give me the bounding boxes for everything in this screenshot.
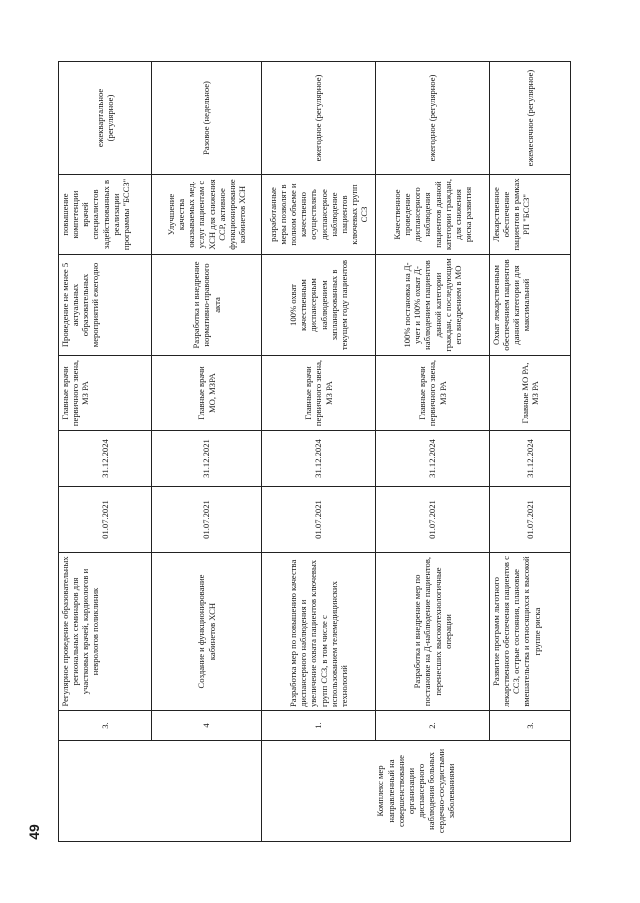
event-description: Разработка мер по повышению качества диспансерного наблюдения и увеличение охвата пациентов ключевых групп ССЗ, в том числе с использованием телемедицинских технологий xyxy=(262,553,376,711)
frequency: Разовое (недельное) xyxy=(152,62,262,175)
row-number: 4 xyxy=(152,711,262,741)
responsible: Главные врачи первичного звена, МЗ РА xyxy=(59,356,152,431)
action-plan-table xyxy=(58,61,571,842)
responsible: Главные врачи первичного звена, МЗ РА xyxy=(262,356,376,431)
end-date: 31.12.2024 xyxy=(59,431,152,487)
end-date: 31.12.2024 xyxy=(376,431,490,487)
target-indicator: Качественное проведение диспансерного наблюдения пациентов данной категории граждан, для снижения риска развития xyxy=(376,175,490,255)
end-date: 31.12.2024 xyxy=(490,431,571,487)
start-date: 01.07.2021 xyxy=(376,487,490,553)
target-indicator: Лекарственное обеспечение пациентов в рамках РП "БССЗ" xyxy=(490,175,571,255)
table-row xyxy=(262,62,376,842)
expected-result: 100% постановка на Д-учет и 100% охват Д-наблюдением пациентов данной категории граждан, с последующим его внедрением в МО xyxy=(376,255,490,356)
frequency: ежеквартальное (регулярное) xyxy=(59,62,152,175)
page-number-box xyxy=(22,820,46,844)
row-number: 3. xyxy=(490,711,571,741)
frequency: ежегодное (регулярное) xyxy=(376,62,490,175)
expected-result: Охват лекарственным обеспечением пациентов данной категории для максимальной xyxy=(490,255,571,356)
frequency: ежегодное (регулярное) xyxy=(262,62,376,175)
event-description: Развитие программ льготного лекарственного обеспечения пациентов с ССЗ, острые состояния, плановые вмешательства и относящихся к высокой группе риска xyxy=(490,553,571,711)
rotated-table-wrapper xyxy=(58,62,570,842)
target-indicator: Улучшение качества оказываемых мед. услуг пациентам с ХСН для снижения ССР, активное функционирование кабинетов ХСН xyxy=(152,175,262,255)
page-number: 49 xyxy=(26,824,42,840)
start-date: 01.07.2021 xyxy=(490,487,571,553)
row-number: 1. xyxy=(262,711,376,741)
responsible: Главные МО РА, МЗ РА xyxy=(490,356,571,431)
table-row xyxy=(490,62,571,842)
frequency: ежемесячное (регулярное) xyxy=(490,62,571,175)
end-date: 31.12.2021 xyxy=(152,431,262,487)
row-number: 3. xyxy=(59,711,152,741)
expected-result: 100% охват качественным диспансерным наблюдением запланированных в текущем году пациентов xyxy=(262,255,376,356)
table-row xyxy=(376,62,490,842)
start-date: 01.07.2021 xyxy=(152,487,262,553)
responsible: Главные врачи первичного звена, МЗ РА xyxy=(376,356,490,431)
start-date: 01.07.2021 xyxy=(262,487,376,553)
row-number: 2. xyxy=(376,711,490,741)
complex-title: Комплекс мер направленный на совершенствование организации диспансерного наблюдения больных сердечно-сосудистыми заболеваниями xyxy=(262,741,571,842)
table-row xyxy=(59,62,152,842)
responsible: Главные врачи МО, МЗРА xyxy=(152,356,262,431)
event-description: Разработка и внедрение мер по постановке на Д-наблюдение пациентов, перенесших высокотехнологичные операции xyxy=(376,553,490,711)
end-date: 31.12.2024 xyxy=(262,431,376,487)
event-description: Регулярное проведение образовательных региональных семинаров для участковых врачей, кардиологов и неврологов поликлиник xyxy=(59,553,152,711)
start-date: 01.07.2021 xyxy=(59,487,152,553)
table-row xyxy=(152,62,262,842)
expected-result: Проведение не менее 5 актуальных образовательных мероприятий ежегодно xyxy=(59,255,152,356)
target-indicator: разработанные меры позволят в полном объеме и качественно осуществлять диспансерное наблюдение пациентов ключевых групп ССЗ xyxy=(262,175,376,255)
expected-result: Разработка и внедрение нормативно-правового акта xyxy=(152,255,262,356)
event-description: Создание и функционирование кабинетов ХСН xyxy=(152,553,262,711)
complex-cell-empty xyxy=(59,741,262,842)
target-indicator: повышение компетенции врачей специалистов задействованных в реализации программы "БССЗ" xyxy=(59,175,152,255)
